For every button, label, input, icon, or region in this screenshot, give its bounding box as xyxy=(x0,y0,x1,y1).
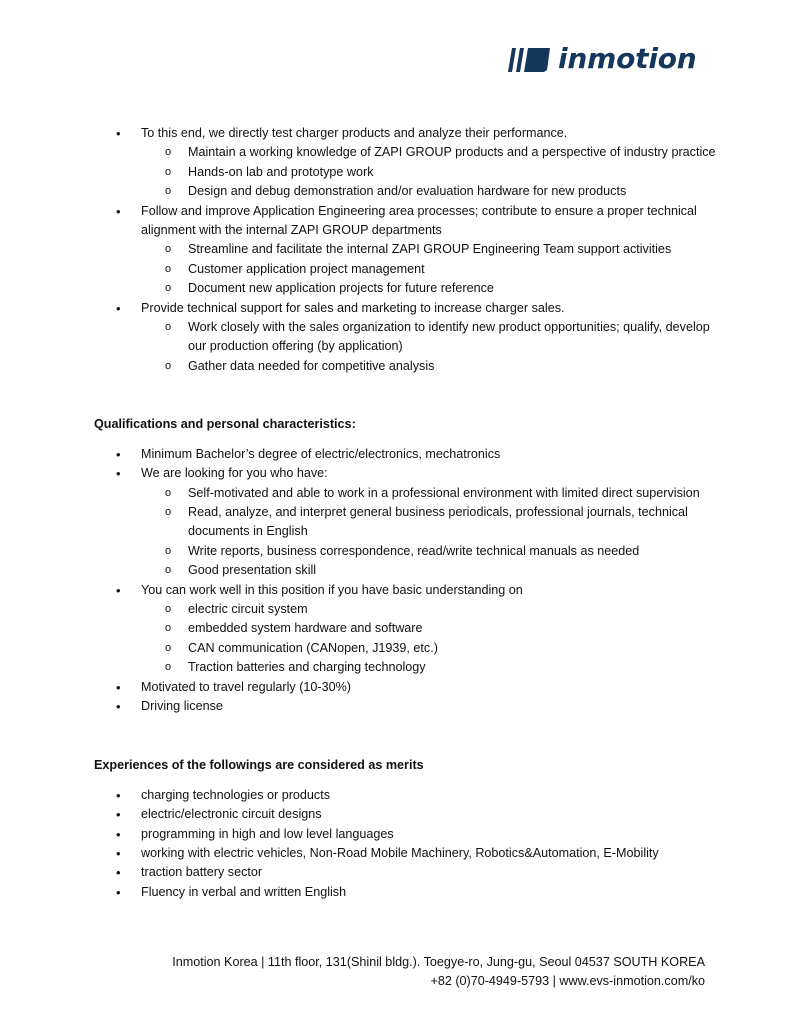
sub-list xyxy=(141,318,724,376)
sub-list-item: o Gather data needed for competitive analysis xyxy=(94,357,724,376)
inmotion-logo-icon xyxy=(506,44,552,74)
merits-heading: Experiences of the followings are considered as merits xyxy=(94,758,424,773)
sub-list-item: o Good presentation skill xyxy=(94,561,724,580)
sub-list-item: o Maintain a working knowledge of ZAPI GROUP products and a perspective of industry practice xyxy=(94,143,724,162)
footer-contact: +82 (0)70-4949-5793 | www.evs-inmotion.com/ko xyxy=(430,974,705,989)
list-item: • Provide technical support for sales and marketing to increase charger sales. o Work closely with the sales organization to identify new product opportunities; qualify, develop our production offering (by application) o Gather data needed for competitive analysis xyxy=(94,299,724,377)
list-item: • working with electric vehicles, Non-Road Mobile Machinery, Robotics&Automation, E-Mobility xyxy=(94,844,724,863)
sub-list-item: o Read, analyze, and interpret general business periodicals, professional journals, technical documents in English xyxy=(94,503,724,542)
list-item: • Driving license xyxy=(94,697,724,716)
sub-list xyxy=(141,600,724,678)
list-item: • Follow and improve Application Engineering area processes; contribute to ensure a proper technical alignment with the internal ZAPI GROUP departments o Streamline and facilitate the internal ZAPI GROUP Engineering Team support activities o Customer application project management o Document new application projects for future reference xyxy=(94,202,724,299)
company-logo xyxy=(506,44,697,74)
sub-list-item: o Self-motivated and able to work in a professional environment with limited direct supervision xyxy=(94,484,724,503)
document-body xyxy=(94,124,724,902)
sub-list-item: o Streamline and facilitate the internal ZAPI GROUP Engineering Team support activities xyxy=(94,240,724,259)
sub-list-item: o Document new application projects for future reference xyxy=(94,279,724,298)
list-item: • traction battery sector xyxy=(94,863,724,882)
sub-list-item: o Traction batteries and charging technology xyxy=(94,658,724,677)
list-item: • Motivated to travel regularly (10-30%) xyxy=(94,678,724,697)
footer xyxy=(172,953,705,992)
list-item: • You can work well in this position if you have basic understanding on o electric circuit system o embedded system hardware and software o CAN communication (CANopen, J1939, etc.) o Traction batteries and charging technology xyxy=(94,581,724,678)
sub-list xyxy=(141,484,724,581)
qualifications-heading: Qualifications and personal characteristics: xyxy=(94,417,356,432)
merits-list xyxy=(94,786,724,902)
footer-address: Inmotion Korea | 11th floor, 131(Shinil bldg.). Toegye-ro, Jung-gu, Seoul 04537 SOUTH KOREA xyxy=(172,955,705,969)
list-item: • electric/electronic circuit designs xyxy=(94,805,724,824)
sub-list-item: o electric circuit system xyxy=(94,600,724,619)
sub-list-item: o CAN communication (CANopen, J1939, etc.) xyxy=(94,639,724,658)
sub-list-item: o Write reports, business correspondence, read/write technical manuals as needed xyxy=(94,542,724,561)
sub-list xyxy=(141,143,724,201)
sub-list-item: o embedded system hardware and software xyxy=(94,619,724,638)
sub-list-item: o Work closely with the sales organization to identify new product opportunities; qualify, develop our production offering (by application) xyxy=(94,318,724,357)
sub-list-item: o Design and debug demonstration and/or evaluation hardware for new products xyxy=(94,182,724,201)
list-item: • Minimum Bachelor’s degree of electric/electronics, mechatronics xyxy=(94,445,724,464)
sub-list-item: o Customer application project management xyxy=(94,260,724,279)
list-item: • programming in high and low level languages xyxy=(94,825,724,844)
list-item: • We are looking for you who have: o Self-motivated and able to work in a professional environment with limited direct supervision o Read, analyze, and interpret general business periodicals, professional journals, technical documents in English o Write reports, business correspondence, read/write technical manuals as needed o Good presentation skill xyxy=(94,464,724,580)
list-item: • Fluency in verbal and written English xyxy=(94,883,724,902)
list-item: • charging technologies or products xyxy=(94,786,724,805)
qualifications-list xyxy=(94,445,724,717)
list-item: • To this end, we directly test charger products and analyze their performance. o Maintain a working knowledge of ZAPI GROUP products and a perspective of industry practice o Hands-on lab and prototype work o Design and debug demonstration and/or evaluation hardware for new products xyxy=(94,124,724,202)
sub-list xyxy=(141,240,724,298)
brand-name: inmotion xyxy=(558,42,697,75)
sub-list-item: o Hands-on lab and prototype work xyxy=(94,163,724,182)
responsibilities-list xyxy=(94,124,724,376)
